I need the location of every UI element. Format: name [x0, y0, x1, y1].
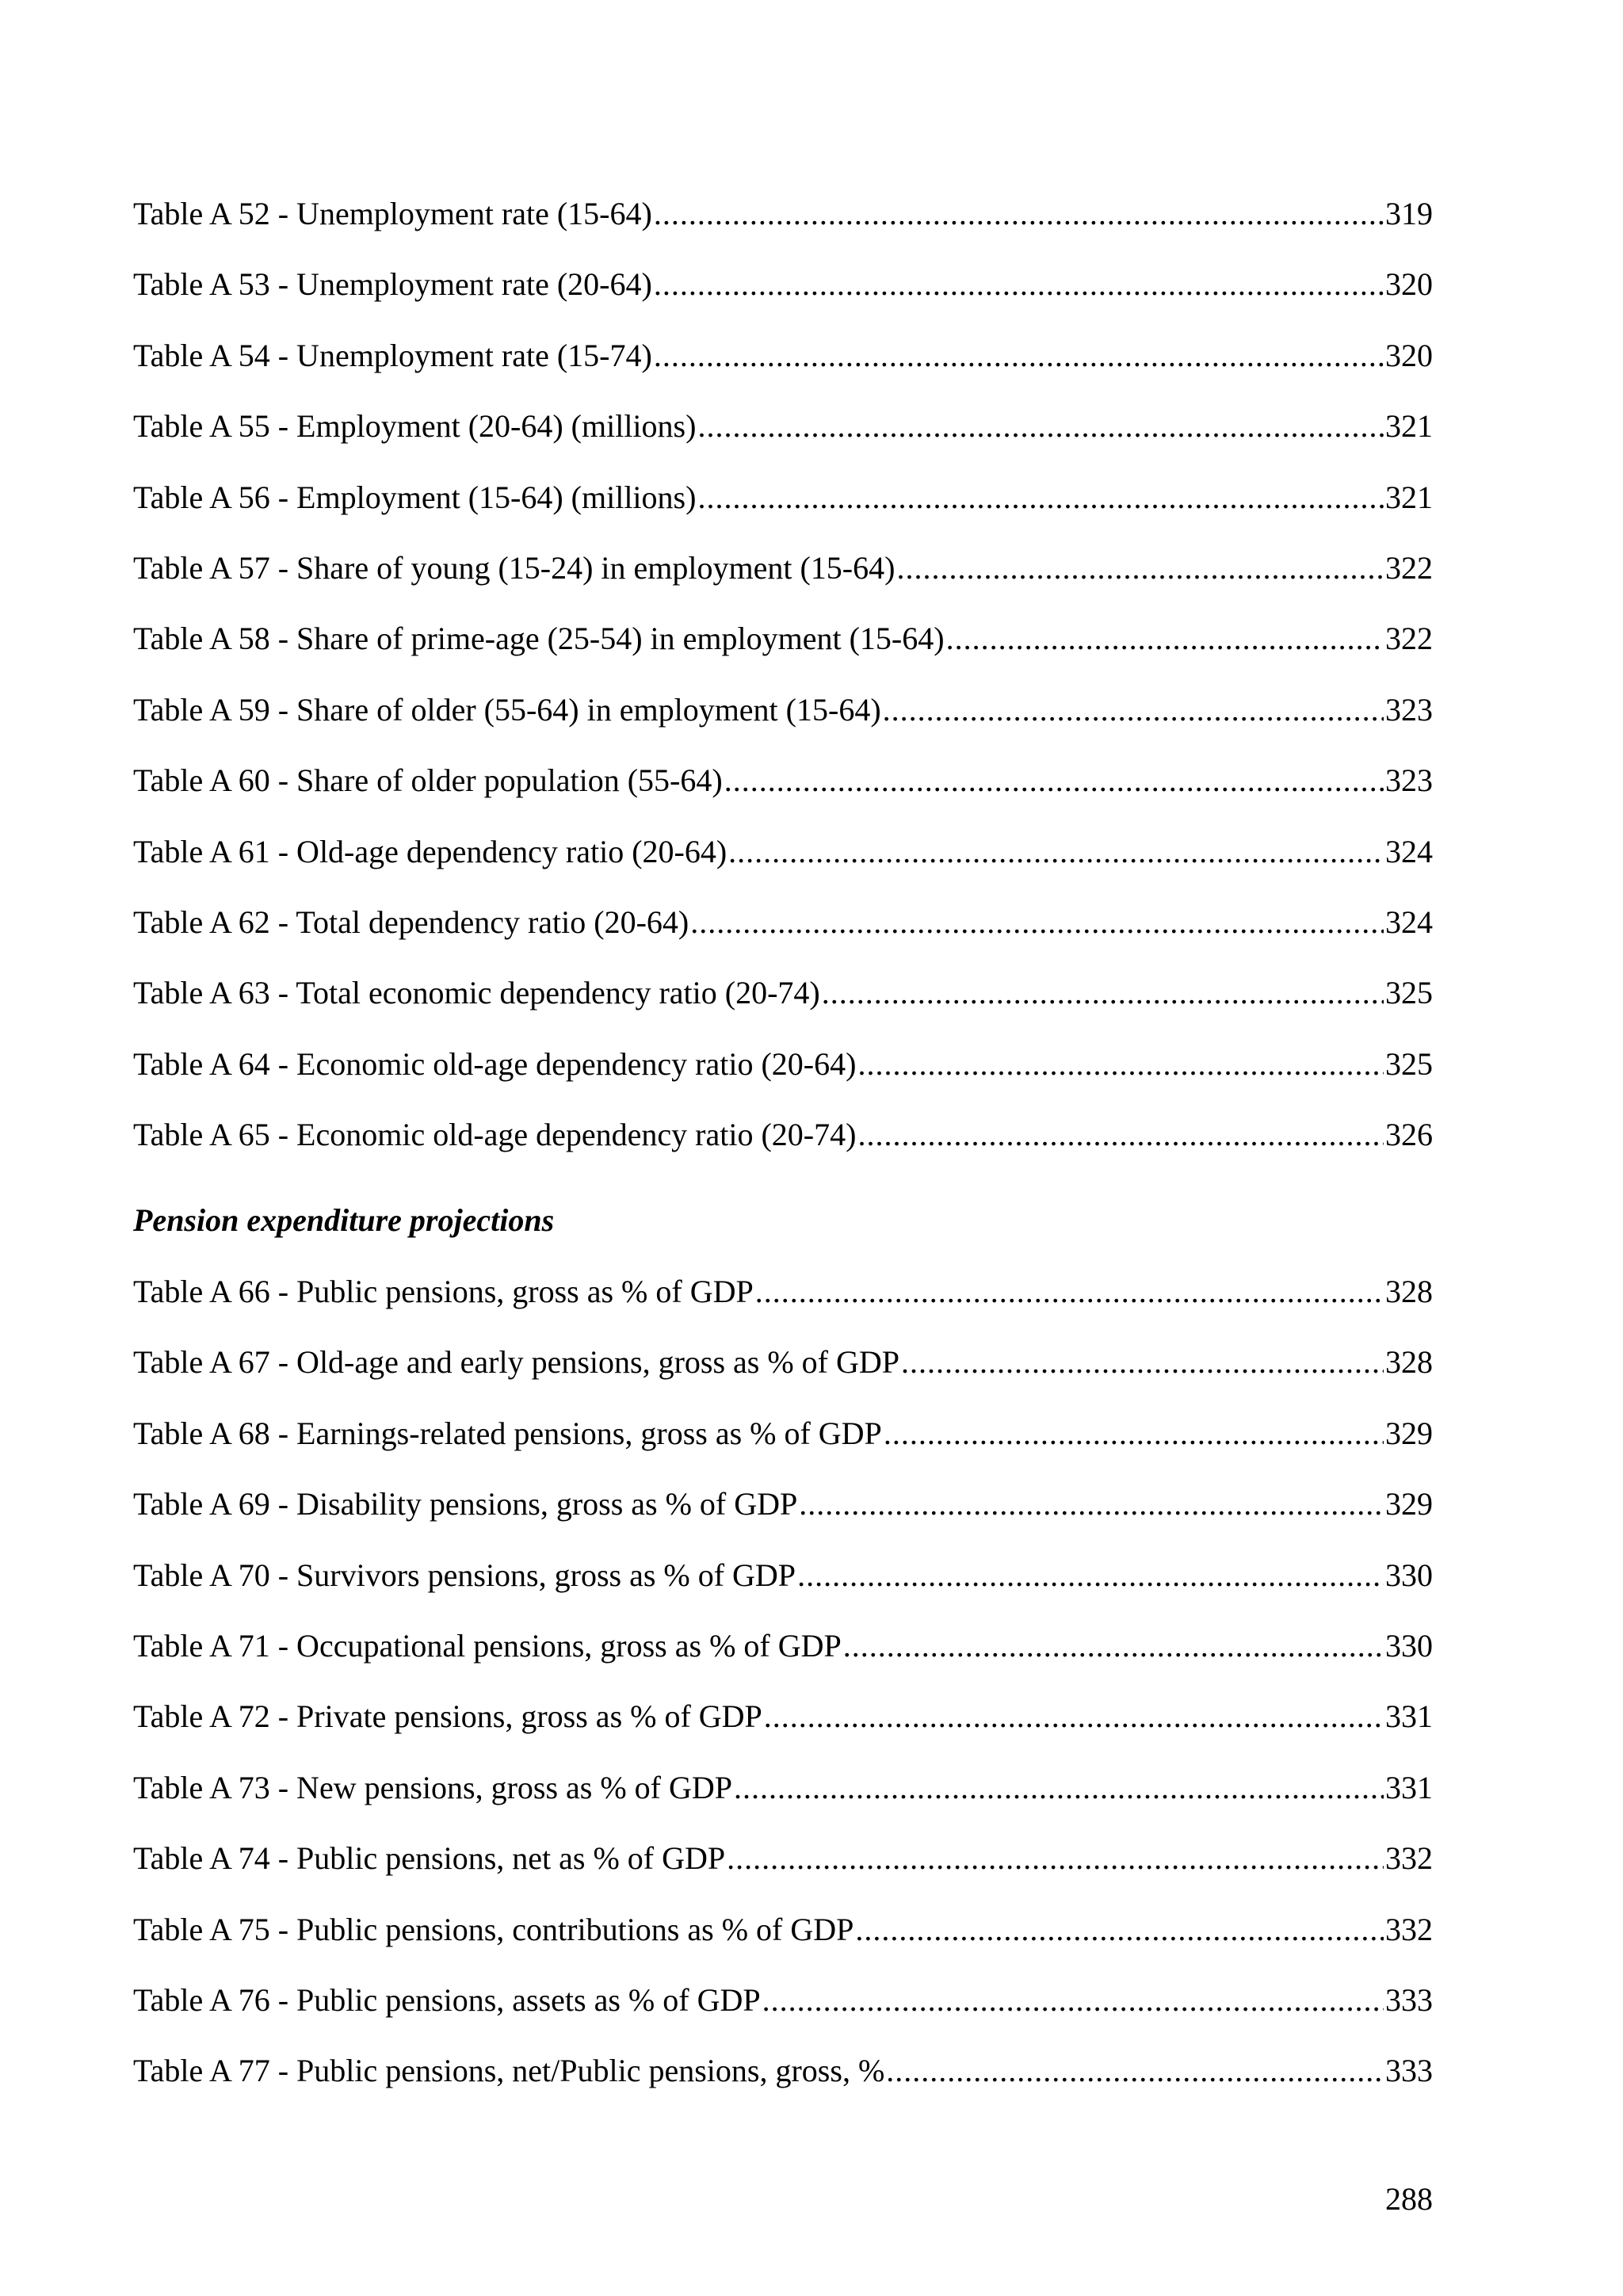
- toc-entry-title: Table A 64 - Economic old-age dependency ratio (20-64): [133, 1045, 857, 1082]
- toc-entry-page: 330: [1385, 1627, 1433, 1664]
- toc-entry[interactable]: [133, 686, 1433, 757]
- toc-entry[interactable]: [133, 1906, 1433, 1977]
- toc-entry-title: Table A 59 - Share of older (55-64) in employment (15-64): [133, 691, 881, 728]
- toc-dot-leader: [755, 1268, 1384, 1316]
- toc-entry[interactable]: [133, 757, 1433, 827]
- section-heading: Pension expenditure projections: [133, 1202, 555, 1238]
- toc-dot-leader: [822, 969, 1384, 1017]
- toc-entry-page: 328: [1385, 1274, 1433, 1309]
- page-number: 288: [1385, 2181, 1433, 2217]
- toc-entry[interactable]: [133, 544, 1433, 615]
- toc-dot-leader: [654, 261, 1384, 308]
- toc-entry[interactable]: [133, 1622, 1433, 1693]
- toc-entry-page: 326: [1385, 1117, 1433, 1153]
- toc-dot-leader: [857, 1041, 1384, 1088]
- toc-entry[interactable]: [133, 190, 1433, 261]
- toc-entry[interactable]: [133, 899, 1433, 969]
- toc-entry-page: 329: [1385, 1415, 1433, 1451]
- toc-entry-title: Table A 52 - Unemployment rate (15-64): [133, 196, 652, 231]
- toc-entry[interactable]: [133, 615, 1433, 686]
- toc-entry[interactable]: [133, 403, 1433, 473]
- toc-dot-leader: [697, 474, 1384, 521]
- toc-dot-leader: [799, 1480, 1384, 1528]
- toc-dot-leader: [855, 1906, 1384, 1954]
- toc-entry-page: 324: [1385, 833, 1433, 869]
- toc-entry-page: 325: [1385, 975, 1433, 1011]
- toc-entry-title: Table A 58 - Share of prime-age (25-54) in employment (15-64): [133, 621, 945, 657]
- toc-entry-title: Table A 70 - Survivors pensions, gross as % of GDP: [133, 1557, 796, 1593]
- toc-entry-page: 323: [1385, 762, 1433, 799]
- toc-dot-leader: [946, 615, 1384, 663]
- toc-dot-leader: [654, 332, 1384, 380]
- toc-entry[interactable]: [133, 1339, 1433, 1409]
- toc-list-labour-market: [133, 190, 1433, 1182]
- toc-entry-page: 329: [1385, 1486, 1433, 1522]
- toc-entry-title: Table A 77 - Public pensions, net/Public pensions, gross, %: [133, 2053, 885, 2089]
- toc-entry[interactable]: [133, 1041, 1433, 1111]
- toc-entry-page: 330: [1385, 1557, 1433, 1593]
- toc-entry-page: 332: [1385, 1840, 1433, 1877]
- toc-entry-page: 321: [1385, 408, 1433, 445]
- toc-entry[interactable]: [133, 2047, 1433, 2118]
- toc-entry-title: Table A 71 - Occupational pensions, gross as % of GDP: [133, 1627, 842, 1664]
- toc-entry-title: Table A 74 - Public pensions, net as % of GDP: [133, 1840, 726, 1877]
- toc-entry-title: Table A 57 - Share of young (15-24) in employment (15-64): [133, 549, 896, 586]
- toc-entry-page: 325: [1385, 1045, 1433, 1082]
- toc-entry-title: Table A 56 - Employment (15-64) (millions): [133, 479, 697, 515]
- toc-entry[interactable]: [133, 1835, 1433, 1905]
- toc-dot-leader: [886, 2047, 1384, 2095]
- toc-dot-leader: [901, 1339, 1384, 1386]
- toc-entry-page: 319: [1385, 196, 1433, 231]
- toc-entry-title: Table A 55 - Employment (20-64) (millions): [133, 408, 697, 445]
- toc-entry-title: Table A 72 - Private pensions, gross as % of GDP: [133, 1698, 762, 1735]
- toc-entry-title: Table A 69 - Disability pensions, gross as % of GDP: [133, 1486, 798, 1522]
- toc-entry[interactable]: [133, 332, 1433, 403]
- toc-dot-leader: [843, 1622, 1384, 1670]
- toc-entry-title: Table A 66 - Public pensions, gross as % of GDP: [133, 1274, 754, 1309]
- toc-entry-page: 320: [1385, 337, 1433, 373]
- toc-entry-page: 324: [1385, 904, 1433, 940]
- toc-entry[interactable]: [133, 1552, 1433, 1622]
- toc-dot-leader: [697, 403, 1384, 450]
- toc-entry-title: Table A 67 - Old-age and early pensions, gross as % of GDP: [133, 1344, 900, 1381]
- toc-entry-page: 322: [1385, 621, 1433, 657]
- toc-entry[interactable]: [133, 474, 1433, 544]
- toc-entry-title: Table A 62 - Total dependency ratio (20-64): [133, 904, 689, 940]
- toc-entry-page: 333: [1385, 1981, 1433, 2018]
- toc-entry-page: 320: [1385, 266, 1433, 303]
- toc-entry-title: Table A 54 - Unemployment rate (15-74): [133, 337, 652, 373]
- toc-entry-page: 328: [1385, 1344, 1433, 1381]
- toc-entry-title: Table A 60 - Share of older population (55-64): [133, 762, 723, 799]
- toc-entry-page: 331: [1385, 1698, 1433, 1735]
- toc-dot-leader: [764, 1693, 1384, 1740]
- toc-entry-title: Table A 75 - Public pensions, contributions as % of GDP: [133, 1911, 854, 1947]
- toc-entry[interactable]: [133, 969, 1433, 1040]
- toc-dot-leader: [690, 899, 1384, 946]
- toc-entry-page: 332: [1385, 1911, 1433, 1947]
- toc-list-pension-expenditure: [133, 1268, 1433, 2118]
- toc-entry-page: 322: [1385, 549, 1433, 586]
- toc-entry[interactable]: [133, 1977, 1433, 2047]
- toc-entry[interactable]: [133, 828, 1433, 899]
- toc-entry-title: Table A 63 - Total economic dependency ratio (20-74): [133, 975, 820, 1011]
- toc-entry-page: 333: [1385, 2053, 1433, 2089]
- toc-entry-title: Table A 73 - New pensions, gross as % of GDP: [133, 1769, 733, 1805]
- toc-entry[interactable]: [133, 1410, 1433, 1480]
- toc-entry-title: Table A 65 - Economic old-age dependency ratio (20-74): [133, 1117, 857, 1153]
- toc-dot-leader: [857, 1111, 1384, 1159]
- toc-dot-leader: [797, 1552, 1384, 1599]
- toc-entry[interactable]: [133, 1693, 1433, 1763]
- toc-dot-leader: [727, 1835, 1384, 1882]
- toc-dot-leader: [896, 544, 1384, 592]
- toc-entry-page: 321: [1385, 479, 1433, 515]
- toc-entry-page: 323: [1385, 691, 1433, 728]
- toc-dot-leader: [724, 757, 1384, 804]
- toc-dot-leader: [884, 1410, 1384, 1457]
- toc-entry[interactable]: [133, 261, 1433, 331]
- toc-entry-title: Table A 53 - Unemployment rate (20-64): [133, 266, 652, 303]
- toc-entry[interactable]: [133, 1764, 1433, 1835]
- toc-dot-leader: [728, 828, 1384, 876]
- toc-entry[interactable]: [133, 1268, 1433, 1339]
- toc-dot-leader: [734, 1764, 1384, 1812]
- toc-entry-title: Table A 76 - Public pensions, assets as % of GDP: [133, 1981, 761, 2018]
- toc-entry-title: Table A 68 - Earnings-related pensions, gross as % of GDP: [133, 1415, 882, 1451]
- toc-entry-title: Table A 61 - Old-age dependency ratio (20-64): [133, 833, 727, 869]
- toc-dot-leader: [654, 190, 1384, 238]
- toc-entry[interactable]: [133, 1480, 1433, 1551]
- toc-entry[interactable]: [133, 1111, 1433, 1182]
- toc-dot-leader: [883, 686, 1384, 734]
- toc-entry-page: 331: [1385, 1769, 1433, 1805]
- toc-dot-leader: [762, 1977, 1384, 2024]
